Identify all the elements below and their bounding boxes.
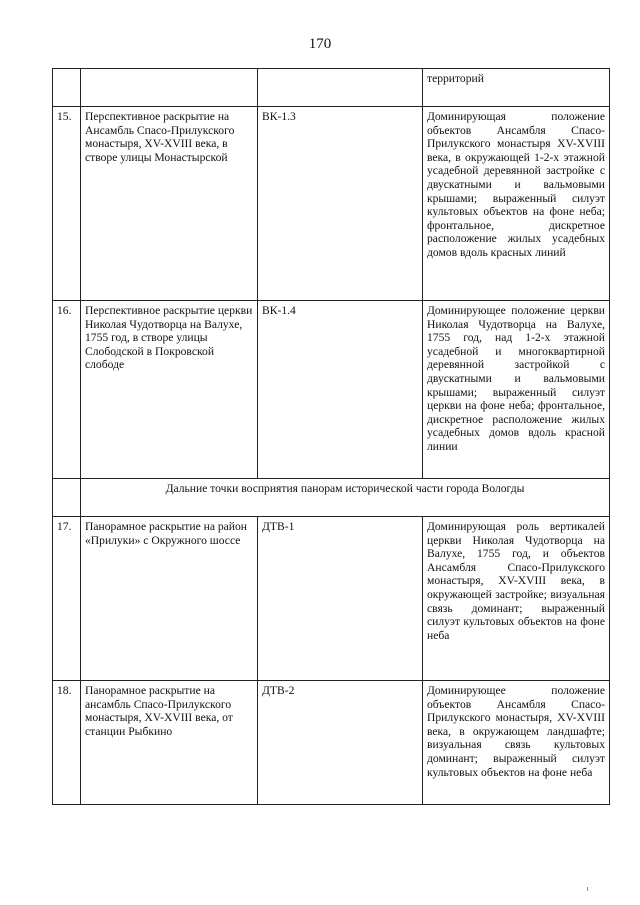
cell-number: 17. [53, 517, 81, 681]
cell-description: Доминирующая роль вертикалей церкви Николая Чудотворца на Валухе, 1755 год, и объектов Ансамбля Спасо-Прилукского монастыря, XV-XVIII века, в окружающей застройке; визуальная связь доминант; выраженный силуэт культовых объектов на фоне неба [423, 517, 610, 681]
section-row [53, 479, 610, 517]
cell-code: ВК-1.3 [258, 107, 423, 301]
cell-code [258, 69, 423, 107]
cell-number: 18. [53, 681, 81, 805]
cell-name: Перспективное раскрытие церкви Николая Чудотворца на Валухе, 1755 год, в створе улицы Слободской в Покровской слободе [81, 301, 258, 479]
table-row [53, 301, 610, 479]
cell-name: Панорамное раскрытие на ансамбль Спасо-Прилукского монастыря, XV-XVIII века, от станции Рыбкино [81, 681, 258, 805]
cell-code: ВК-1.4 [258, 301, 423, 479]
scan-mark [587, 887, 588, 891]
cell-number [53, 69, 81, 107]
cell-code: ДТВ-1 [258, 517, 423, 681]
table-row-continued [53, 69, 610, 107]
cell-number: 15. [53, 107, 81, 301]
cell-name [81, 69, 258, 107]
cell-description: Доминирующая положение объектов Ансамбля Спасо-Прилукского монастыря XV-XVIII века, в окружающей 1-2-х этажной усадебной деревянной застройке с двускатными и вальмовыми крышами; выраженный силуэт культовых объектов на фоне неба; фронтальное, дискретное расположение жилых усадебных домов вдоль красных линий [423, 107, 610, 301]
cell-number [53, 479, 81, 517]
section-heading: Дальние точки восприятия панорам исторической части города Вологды [81, 479, 610, 517]
cell-code: ДТВ-2 [258, 681, 423, 805]
cell-name: Панорамное раскрытие на район «Прилуки» с Окружного шоссе [81, 517, 258, 681]
cell-description: Доминирующее положение церкви Николая Чудотворца на Валухе, 1755 год, над 1-2-х этажной усадебной и многоквартирной деревянной застройкой с двускатными и вальмовыми крышами; выраженный силуэт церкви на фоне неба; фронтальное, дискретное расположение жилых усадебных домов вдоль красной линии [423, 301, 610, 479]
regulations-table [52, 68, 610, 805]
page-number: 170 [308, 36, 332, 52]
cell-name: Перспективное раскрытие на Ансамбль Спасо-Прилукского монастыря, XV-XVIII века, в створе улицы Монастырской [81, 107, 258, 301]
cell-description: территорий [423, 69, 610, 107]
table-row [53, 681, 610, 805]
cell-number: 16. [53, 301, 81, 479]
table-row [53, 107, 610, 301]
table-row [53, 517, 610, 681]
cell-description: Доминирующее положение объектов Ансамбля Спасо-Прилукского монастыря, XV-XVIII века, в окружающем ландшафте; визуальная связь культовых доминант; выраженный силуэт культовых объектов на фоне неба [423, 681, 610, 805]
